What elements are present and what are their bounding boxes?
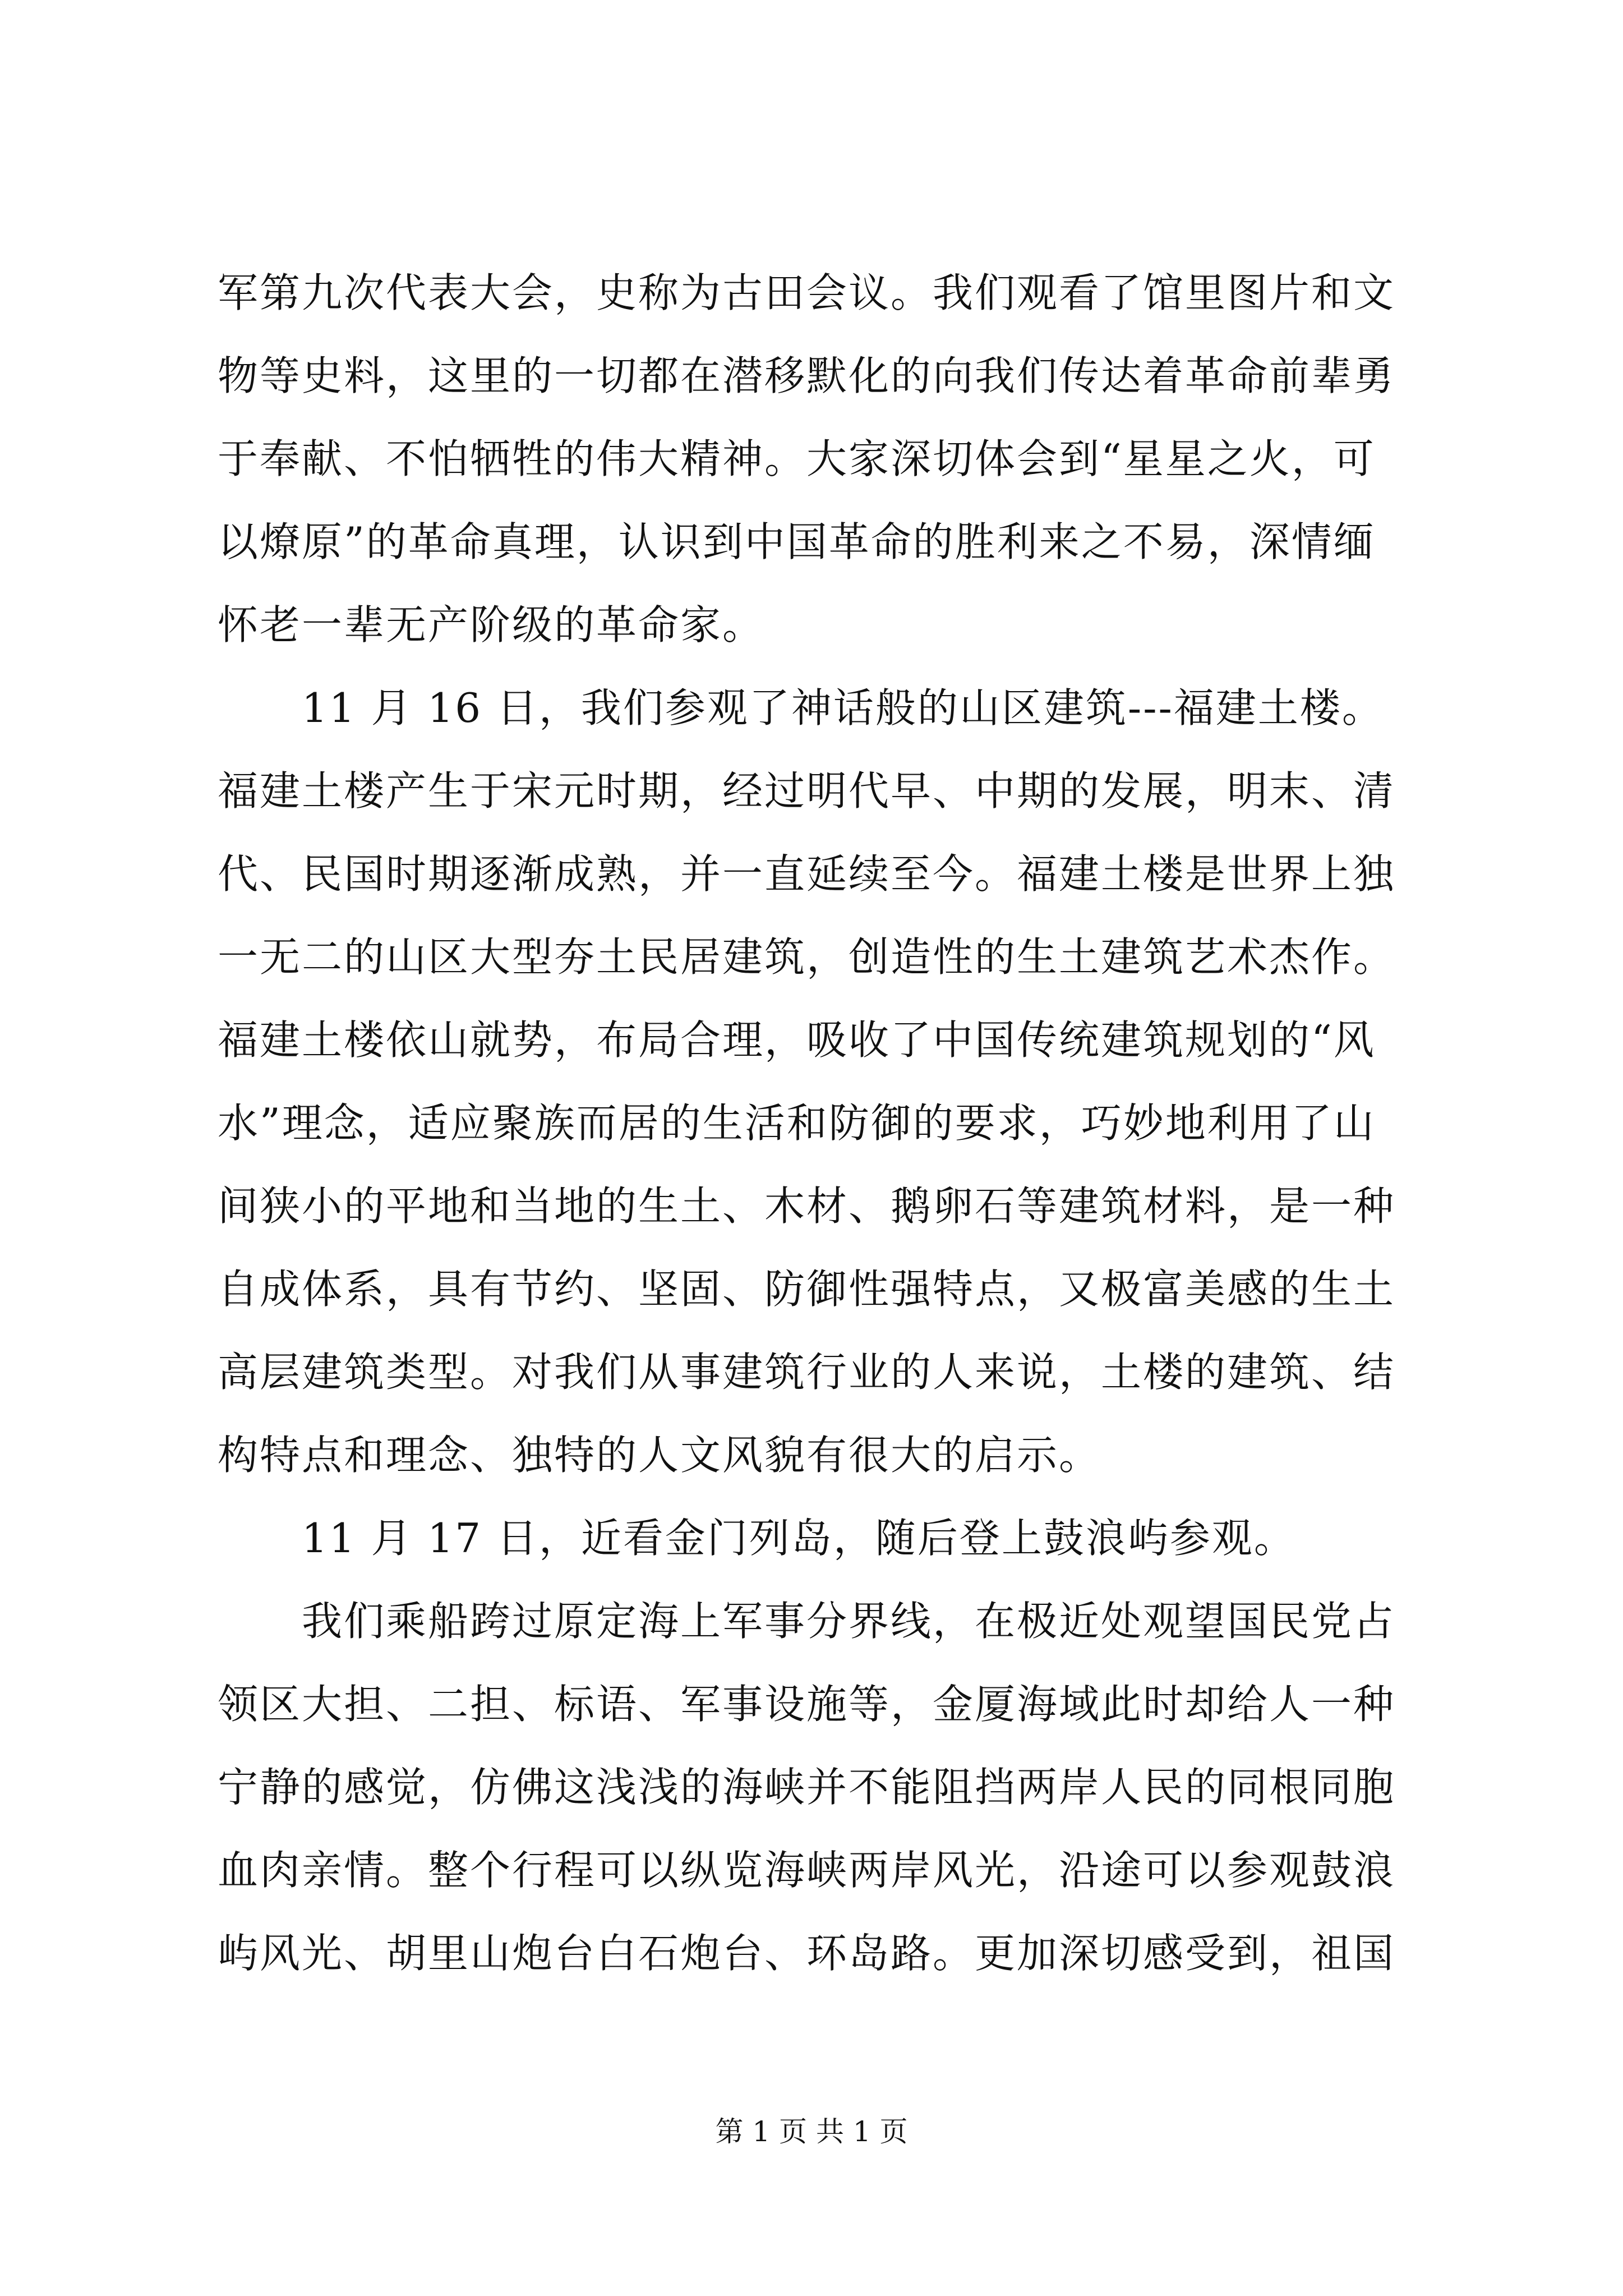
text-line: 福建土楼产生于宋元时期，经过明代早、中期的发展，明末、清 (218, 767, 1396, 815)
text-line: 一无二的山区大型夯土民居建筑，创造性的生土建筑艺术杰作。 (218, 933, 1396, 981)
text-line: 福建土楼依山就势，布局合理，吸收了中国传统建筑规划的“风 (218, 1016, 1376, 1064)
text-line: 屿风光、胡里山炮台白石炮台、环岛路。更加深切感受到，祖国 (218, 1930, 1396, 1977)
text-line: 高层建筑类型。对我们从事建筑行业的人来说，土楼的建筑、结 (218, 1349, 1396, 1396)
text-line: 11 月 17 日，近看金门列岛，随后登上鼓浪屿参观。 (218, 1515, 1296, 1562)
text-line: 于奉献、不怕牺牲的伟大精神。大家深切体会到“星星之火，可 (218, 435, 1376, 482)
text-line: 怀老一辈无产阶级的革命家。 (218, 601, 765, 648)
text-line: 以燎原”的革命真理，认识到中国革命的胜利来之不易，深情缅 (218, 518, 1376, 565)
text-line: 领区大担、二担、标语、军事设施等，金厦海域此时却给人一种 (218, 1681, 1396, 1728)
text-line: 军第九次代表大会，史称为古田会议。我们观看了馆里图片和文 (218, 269, 1396, 316)
text-line: 构特点和理念、独特的人文风貌有很大的启示。 (218, 1432, 1101, 1479)
text-line: 间狭小的平地和当地的生土、木材、鹅卵石等建筑材料，是一种 (218, 1182, 1396, 1230)
page-number-footer: 第 1 页 共 1 页 (715, 2115, 908, 2148)
text-line: 自成体系，具有节约、坚固、防御性强特点，又极富美感的生土 (218, 1266, 1396, 1313)
text-line: 水”理念，适应聚族而居的生活和防御的要求，巧妙地利用了山 (218, 1099, 1376, 1147)
text-line: 宁静的感觉，仿佛这浅浅的海峡并不能阻挡两岸人民的同根同胞 (218, 1764, 1396, 1811)
text-line: 代、民国时期逐渐成熟，并一直延续至今。福建土楼是世界上独 (218, 850, 1396, 898)
text-line: 物等史料，这里的一切都在潜移默化的向我们传达着革命前辈勇 (218, 352, 1396, 399)
text-line: 11 月 16 日，我们参观了神话般的山区建筑---福建土楼。 (218, 684, 1384, 731)
text-line: 血肉亲情。整个行程可以纵览海峡两岸风光，沿途可以参观鼓浪 (218, 1847, 1396, 1894)
text-line: 我们乘船跨过原定海上军事分界线，在极近处观望国民党占 (218, 1598, 1396, 1645)
